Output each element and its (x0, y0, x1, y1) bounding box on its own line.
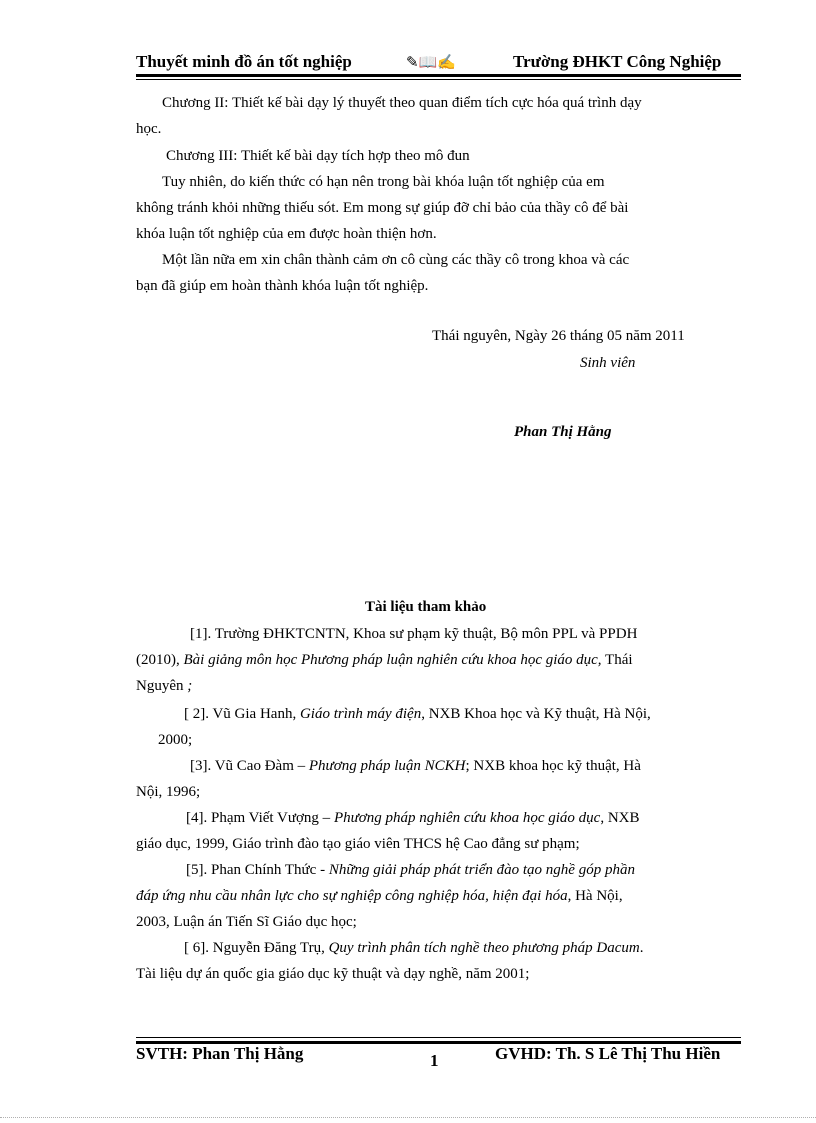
ref-6-line-2: Tài liệu dự án quốc gia giáo dục kỹ thuật và dạy nghề, năm 2001; (136, 966, 530, 982)
ref-5-line-3: 2003, Luận án Tiến Sĩ Giáo dục học; (136, 914, 357, 930)
place-date: Thái nguyên, Ngày 26 tháng 05 năm 2011 (432, 328, 685, 344)
ref-3-line-1: [3]. Vũ Cao Đàm – Phương pháp luận NCKH; NXB khoa học kỹ thuật, Hà (190, 758, 641, 774)
body-line-5: không tránh khỏi những thiếu sót. Em mong sự giúp đỡ chỉ bảo của thầy cô để bài (136, 200, 629, 216)
footer-right: GVHD: Th. S Lê Thị Thu Hiền (495, 1044, 721, 1063)
ref-5-line-2: đáp ứng nhu cầu nhân lực cho sự nghiệp công nghiệp hóa, hiện đại hóa, Hà Nội, (136, 888, 623, 904)
header-rule-thin (136, 79, 741, 80)
footer-rule-thin (136, 1037, 741, 1038)
book-ornament-icon: ✎📖✍ (406, 55, 456, 71)
ref-2-line-1: [ 2]. Vũ Gia Hanh, Giáo trình máy điện, NXB Khoa học và Kỹ thuật, Hà Nội, (184, 706, 651, 722)
page-edge-divider (0, 1117, 816, 1118)
header-right: Trường ĐHKT Công Nghiệp (513, 52, 722, 71)
references-title: Tài liệu tham khảo (365, 599, 487, 615)
ref-3-line-2: Nội, 1996; (136, 784, 201, 800)
footer-left: SVTH: Phan Thị Hằng (136, 1044, 304, 1063)
body-line-2: học. (136, 121, 162, 137)
ref-2-line-2: 2000; (158, 732, 193, 748)
signature-role: Sinh viên (580, 355, 636, 371)
body-line-6: khóa luận tốt nghiệp của em được hoàn thiện hơn. (136, 226, 437, 242)
header-rule-thick (136, 74, 741, 77)
ref-5-line-1: [5]. Phan Chính Thức - Những giải pháp phát triển đào tạo nghề góp phần (186, 862, 635, 878)
ref-1-line-1: [1]. Trường ĐHKTCNTN, Khoa sư phạm kỹ thuật, Bộ môn PPL và PPDH (190, 626, 638, 642)
ref-1-line-3: Nguyên ; (136, 678, 193, 694)
body-line-7: Một lần nữa em xin chân thành cảm ơn cô cùng các thầy cô trong khoa và các (162, 252, 630, 268)
ref-4-line-2: giáo dục, 1999, Giáo trình đào tạo giáo viên THCS hệ Cao đẳng sư phạm; (136, 836, 580, 852)
signature-name: Phan Thị Hằng (514, 424, 612, 440)
header-left: Thuyết minh đồ án tốt nghiệp (136, 52, 352, 71)
body-line-8: bạn đã giúp em hoàn thành khóa luận tốt nghiệp. (136, 278, 429, 294)
body-line-3: Chương III: Thiết kế bài dạy tích hợp theo mô đun (166, 148, 470, 164)
page-number: 1 (430, 1051, 439, 1070)
ref-1-line-2: (2010), Bài giảng môn học Phương pháp luận nghiên cứu khoa học giáo dục, Thái (136, 652, 633, 668)
body-line-4: Tuy nhiên, do kiến thức có hạn nên trong bài khóa luận tốt nghiệp của em (162, 174, 605, 190)
ref-4-line-1: [4]. Phạm Viết Vượng – Phương pháp nghiên cứu khoa học giáo dục, NXB (186, 810, 640, 826)
body-line-1: Chương II: Thiết kế bài dạy lý thuyết theo quan điểm tích cực hóa quá trình dạy (162, 95, 642, 111)
ref-6-line-1: [ 6]. Nguyễn Đăng Trụ, Quy trình phân tích nghề theo phương pháp Dacum. (184, 940, 644, 956)
